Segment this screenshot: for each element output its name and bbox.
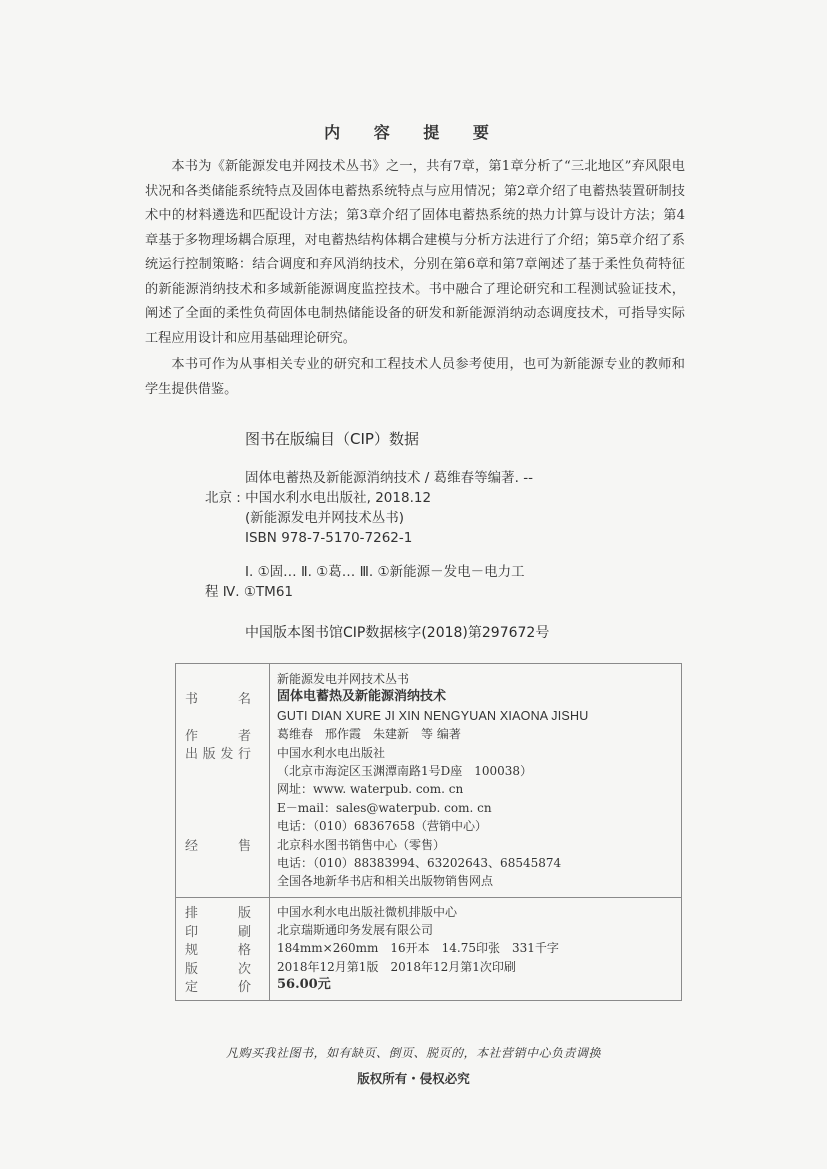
imprint-table <box>175 663 682 1001</box>
book-spec: 184mm×260mm 16开本 14.75印张 331千字 <box>277 941 559 956</box>
distributor-network: 全国各地新华书店和相关出版物销售网点 <box>277 874 494 889</box>
cip-number: 中国版本图书馆CIP数据核字(2018)第297672号 <box>245 625 550 641</box>
cip-line: (新能源发电并网技术丛书) <box>245 510 405 526</box>
abstract-text <box>145 155 685 402</box>
copyright-notice: 版权所有・侵权必究 <box>357 1071 470 1086</box>
edition: 2018年12月第1版 2018年12月第1次印刷 <box>277 959 516 974</box>
series-name: 新能源发电并网技术丛书 <box>277 672 410 686</box>
cip-line: 程 Ⅳ. ①TM61 <box>205 584 294 600</box>
label-spec: 规 格 <box>185 943 251 959</box>
authors: 葛维春 邢作霞 朱建新 等 编著 <box>277 727 461 742</box>
distributor: 北京科水图书销售中心（零售） <box>277 837 446 852</box>
label-price: 定 价 <box>185 979 251 995</box>
publisher-address: （北京市海淀区玉渊潭南路1号D座 100038） <box>277 763 533 778</box>
price: 56.00元 <box>277 977 331 993</box>
cip-record <box>205 468 675 602</box>
cip-line: ISBN 978-7-5170-7262-1 <box>245 530 413 546</box>
typesetter: 中国水利水电出版社微机排版中心 <box>277 904 458 919</box>
label-author: 作 者 <box>185 728 251 744</box>
label-typeset: 排 版 <box>185 906 251 922</box>
book-title-pinyin: GUTI DIAN XURE JI XIN NENGYUAN XIAONA JISHU <box>277 708 589 723</box>
publisher-website: 网址：www. waterpub. com. cn <box>277 782 464 797</box>
return-policy-note: 凡购买我社图书，如有缺页、倒页、脱页的，本社营销中心负责调换 <box>225 1046 601 1060</box>
cip-line: Ⅰ. ①固… Ⅱ. ①葛… Ⅲ. ①新能源－发电－电力工 <box>245 564 525 580</box>
label-distributor: 经 售 <box>185 839 251 855</box>
distributor-phone: 电话：（010）88383994、63202643、68545874 <box>277 855 562 870</box>
abstract-heading: 内 容 提 要 <box>324 123 503 142</box>
label-publisher: 出 版 发 行 <box>185 747 251 763</box>
abstract-paragraph-1: 本书为《新能源发电并网技术丛书》之一，共有7章，第1章分析了“三北地区”弃风限电状况和各类储能系统特点及固体电蓄热系统特点与应用情况；第2章介绍了电蓄热装置研制技术中的材料遴选和匹配设计方法；第3章介绍了固体电蓄热系统的热力计算与设计方法；第4章基于多物理场耦合原理，对电蓄热结构体耦合建模与分析方法进行了介绍；第5章介绍了系统运行控制策略：结合调度和弃风消纳技术，分别在第6章和第7章阐述了基于柔性负荷特征的新能源消纳技术和多域新能源调度监控技术。书中融合了理论研究和工程测试验证技术，阐述了全面的柔性负荷固体电制热储能设备的研发和新能源消纳动态调度技术，可指导实际工程应用设计和应用基础理论研究。 <box>145 159 685 346</box>
label-printer: 印 刷 <box>185 924 251 940</box>
cip-line: 北京 : 中国水利水电出版社, 2018.12 <box>205 490 432 506</box>
label-book-title: 书 名 <box>185 692 251 708</box>
label-edition: 版 次 <box>185 961 251 977</box>
publisher-email: E－mail：sales@waterpub. com. cn <box>277 800 492 815</box>
abstract-paragraph-2: 本书可作为从事相关专业的研究和工程技术人员参考使用，也可为新能源专业的教师和学生提供借鉴。 <box>145 357 685 397</box>
publisher: 中国水利水电出版社 <box>277 745 386 760</box>
cip-title: 图书在版编目（CIP）数据 <box>245 430 419 448</box>
cip-line: 固体电蓄热及新能源消纳技术 / 葛维春等编著. -- <box>245 470 533 486</box>
publisher-phone: 电话：（010）68367658（营销中心） <box>277 819 487 834</box>
printer: 北京瑞斯通印务发展有限公司 <box>277 923 434 938</box>
book-title: 固体电蓄热及新能源消纳技术 <box>277 689 447 705</box>
